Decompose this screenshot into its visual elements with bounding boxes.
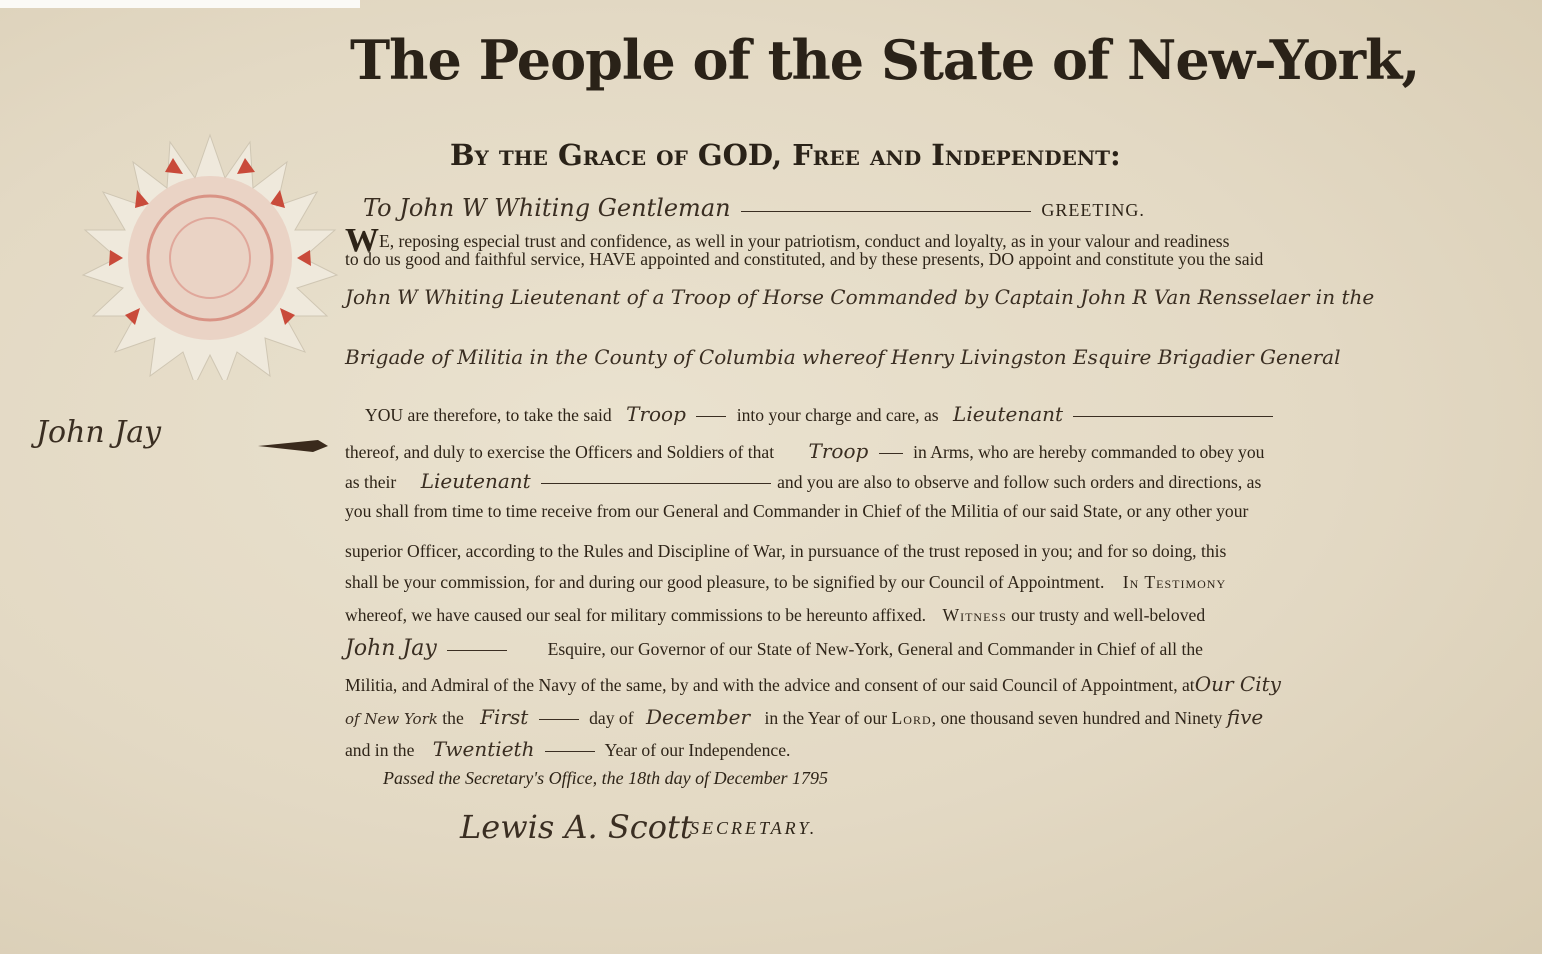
torn-edge xyxy=(0,0,360,8)
governor-name: John Jay xyxy=(345,636,437,661)
greeting-line xyxy=(345,194,1465,222)
document-title: The People of the State of New-York, xyxy=(350,28,1420,92)
body-line-5: YOU are therefore, to take the said Troop into your charge and care, as Lieutenant xyxy=(345,402,1465,426)
paper-seal-icon xyxy=(65,130,355,380)
grace-heading: By the Grace of GOD, Free and Independent: xyxy=(450,138,1121,172)
body-line-15: and in the Twentieth Year of our Independence. xyxy=(345,737,791,761)
body-line-11: whereof, we have caused our seal for military commissions to be hereunto affixed. Witness our trusty and well-beloved xyxy=(345,605,1206,625)
secretary-signature: Lewis A. Scott xyxy=(460,808,693,846)
passed-office-line: Passed the Secretary's Office, the 18th day of December 1795 xyxy=(383,768,829,788)
governor-margin-signature: John Jay xyxy=(36,415,162,450)
drop-cap: W xyxy=(345,222,379,259)
body-line-4: Brigade of Militia in the County of Columbia whereof Henry Livingston Esquire Brigadier General xyxy=(345,345,1341,369)
greeting-label: GREETING. xyxy=(1041,200,1145,220)
body-line-2: to do us good and faithful service, HAVE appointed and constituted, and by these presents, DO appoint and constitute you the said xyxy=(345,249,1264,269)
body-line-1: WE, reposing especial trust and confidence, as well in your patriotism, conduct and loyalty, as in your valour and readiness xyxy=(345,222,1230,259)
body-line-3: John W Whiting Lieutenant of a Troop of Horse Commanded by Captain John R Van Rensselaer in the xyxy=(345,285,1375,309)
body-line-14: of New York the First day of December in the Year of our Lord, one thousand seven hundred and Ninety five xyxy=(345,705,1264,729)
body-line-7: as their Lieutenant and you are also to observe and follow such orders and directions, as xyxy=(345,469,1262,493)
body-line-6: thereof, and duly to exercise the Officers and Soldiers of that Troop in Arms, who are hereby commanded to obey you xyxy=(345,439,1265,463)
body-line-13: Militia, and Admiral of the Navy of the same, by and with the advice and consent of our said Council of Appointment, atOur City xyxy=(345,672,1281,696)
recipient-name: To John W Whiting Gentleman xyxy=(363,194,731,222)
ink-flourish-icon xyxy=(258,438,328,454)
body-line-12: John Jay Esquire, our Governor of our State of New-York, General and Commander in Chief of all the xyxy=(345,636,1203,661)
body-line-9: superior Officer, according to the Rules and Discipline of War, in pursuance of the trust reposed in you; and for so doing, this xyxy=(345,541,1227,561)
secretary-title: SECRETARY. xyxy=(690,818,818,838)
blank-rule xyxy=(741,211,1031,212)
body-line-8: you shall from time to time receive from our General and Commander in Chief of the Militia of our said State, or any other your xyxy=(345,501,1249,521)
body-line-10: shall be your commission, for and during our good pleasure, to be signified by our Council of Appointment. In Testimony xyxy=(345,572,1227,592)
